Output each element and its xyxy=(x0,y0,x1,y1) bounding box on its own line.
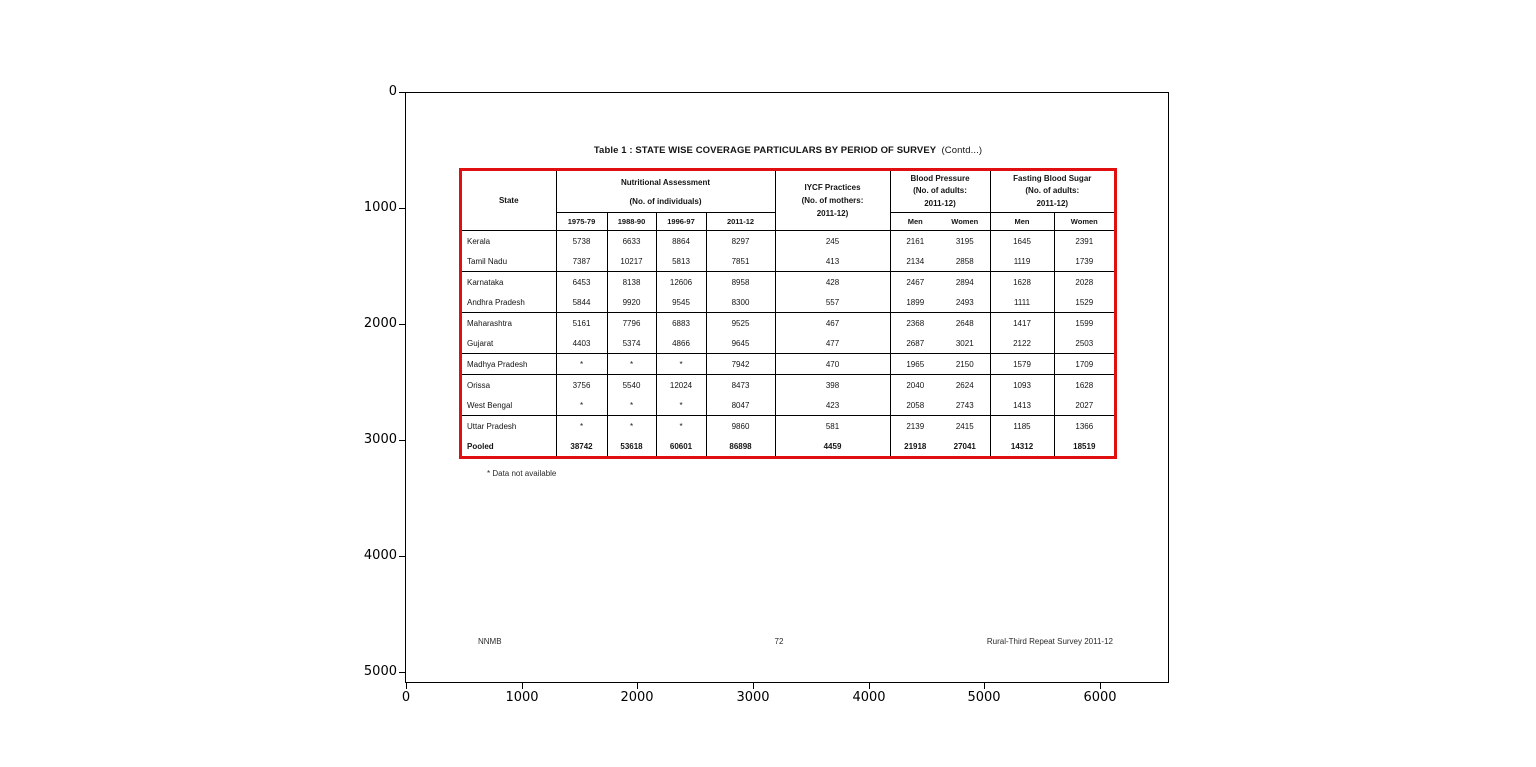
footer-left: NNMB xyxy=(478,637,502,646)
header-fasting-blood-sugar: Fasting Blood Sugar (No. of adults: 2011-12) xyxy=(990,171,1114,213)
value-cell: 1709 xyxy=(1054,354,1114,375)
value-cell: 2134 xyxy=(890,251,940,272)
value-cell: 4866 xyxy=(656,333,706,354)
value-cell: 60601 xyxy=(656,436,706,456)
value-cell: 3195 xyxy=(955,236,974,246)
value-cell: 5813 xyxy=(656,251,706,272)
value-cell: 2687 xyxy=(890,333,940,354)
value-cell: * xyxy=(607,395,656,416)
value-cell: 12606 xyxy=(656,272,706,293)
value-cell: 1185 xyxy=(990,416,1054,437)
value-cell: 428 xyxy=(775,272,890,293)
value-cell: 18519 xyxy=(1054,436,1114,456)
value-cell: * xyxy=(607,416,656,437)
value-cell: 2028 xyxy=(1054,272,1114,293)
state-cell: Orissa xyxy=(462,375,556,396)
tick-mark xyxy=(399,672,405,673)
value-cell: 1628 xyxy=(1054,375,1114,396)
value-cell: 9645 xyxy=(706,333,775,354)
tick-mark xyxy=(399,440,405,441)
value-cell: 477 xyxy=(775,333,890,354)
header-blood-pressure: Blood Pressure (No. of adults: 2011-12) xyxy=(890,171,990,213)
header-nutritional-assessment: Nutritional Assessment (No. of individuals) xyxy=(556,171,775,213)
value-cell: 2391 xyxy=(1054,231,1114,252)
coverage-table xyxy=(462,171,1114,456)
value-cell: 1119 xyxy=(990,251,1054,272)
value-cell: 86898 xyxy=(706,436,775,456)
value-cell: 470 xyxy=(775,354,890,375)
value-cell: 8300 xyxy=(706,292,775,313)
value-cell: 581 xyxy=(775,416,890,437)
value-cell: * xyxy=(556,354,607,375)
value-cell: 6883 xyxy=(656,313,706,334)
value-cell: 3021 xyxy=(955,338,974,348)
x-tick-label: 4000 xyxy=(852,690,886,705)
y-tick-label: 1000 xyxy=(363,200,397,215)
y-tick-label: 0 xyxy=(388,84,397,99)
tick-mark xyxy=(869,683,870,689)
value-cell: 12024 xyxy=(656,375,706,396)
value-cell: 467 xyxy=(775,313,890,334)
table-row xyxy=(462,436,1114,456)
tick-mark xyxy=(406,683,407,689)
value-cell: 4403 xyxy=(556,333,607,354)
table-row xyxy=(462,416,1114,437)
tick-mark xyxy=(399,556,405,557)
footer-right: Rural-Third Repeat Survey 2011-12 xyxy=(986,637,1113,646)
header-year-2011-12: 2011-12 xyxy=(706,213,775,231)
header-bp-women: Women xyxy=(940,213,990,231)
value-cell: * xyxy=(607,354,656,375)
tick-mark xyxy=(399,324,405,325)
header-year-1996-97: 1996-97 xyxy=(656,213,706,231)
value-cell: 1529 xyxy=(1054,292,1114,313)
table-row xyxy=(462,395,1114,416)
state-cell: Tamil Nadu xyxy=(467,256,508,266)
value-cell: 4459 xyxy=(775,436,890,456)
header-bp-men: Men xyxy=(890,213,940,231)
value-cell: 2027 xyxy=(1054,395,1114,416)
value-cell: 2139 xyxy=(890,416,940,437)
value-cell: 1111 xyxy=(990,292,1054,313)
value-cell: 2368 xyxy=(890,313,940,334)
x-tick-label: 0 xyxy=(401,690,411,705)
value-cell: 245 xyxy=(775,231,890,252)
value-cell: 21918 xyxy=(890,436,940,456)
state-cell: Andhra Pradesh xyxy=(467,297,525,307)
y-tick-label: 4000 xyxy=(363,548,397,563)
value-cell: 2040 xyxy=(890,375,940,396)
value-cell: 2415 xyxy=(940,416,990,437)
header-fbs-women: Women xyxy=(1054,213,1114,231)
value-cell: 5161 xyxy=(556,313,607,334)
value-cell: 423 xyxy=(775,395,890,416)
value-cell: 6633 xyxy=(607,231,656,252)
y-tick-label: 5000 xyxy=(363,664,397,679)
value-cell: 413 xyxy=(775,251,890,272)
table-row xyxy=(462,375,1114,396)
value-cell: 2150 xyxy=(940,354,990,375)
value-cell: 9860 xyxy=(706,416,775,437)
value-cell: 9545 xyxy=(656,292,706,313)
tick-mark xyxy=(984,683,985,689)
value-cell: 398 xyxy=(775,375,890,396)
coverage-table-border xyxy=(459,168,1117,459)
value-cell: 2161 xyxy=(890,231,940,252)
value-cell: 14312 xyxy=(990,436,1054,456)
tick-mark xyxy=(753,683,754,689)
y-tick-label: 3000 xyxy=(363,432,397,447)
value-cell: 6453 xyxy=(556,272,607,293)
x-tick-label: 3000 xyxy=(736,690,770,705)
value-cell: 1739 xyxy=(1054,251,1114,272)
table-title-contd-text: (Contd...) xyxy=(941,145,983,156)
value-cell: 5844 xyxy=(556,292,607,313)
value-cell: 8297 xyxy=(706,231,775,252)
tick-mark xyxy=(637,683,638,689)
value-cell: 8958 xyxy=(706,272,775,293)
value-cell: 7387 xyxy=(556,251,607,272)
value-cell: 53618 xyxy=(607,436,656,456)
value-cell: 2743 xyxy=(955,400,974,410)
value-cell: 2858 xyxy=(955,256,974,266)
value-cell: 5738 xyxy=(556,231,607,252)
value-cell: 9525 xyxy=(706,313,775,334)
state-cell: Maharashtra xyxy=(462,313,556,334)
value-cell: * xyxy=(656,395,706,416)
value-cell: 9920 xyxy=(607,292,656,313)
value-cell: 2624 xyxy=(940,375,990,396)
table-row xyxy=(462,231,1114,252)
tick-mark xyxy=(522,683,523,689)
footnote: * Data not available xyxy=(487,469,557,478)
value-cell: 2467 xyxy=(890,272,940,293)
value-cell: 8473 xyxy=(706,375,775,396)
tick-mark xyxy=(399,208,405,209)
value-cell: * xyxy=(556,416,607,437)
value-cell: 7942 xyxy=(706,354,775,375)
value-cell: 2648 xyxy=(940,313,990,334)
value-cell: 3756 xyxy=(556,375,607,396)
header-fbs-men: Men xyxy=(990,213,1054,231)
value-cell: 1645 xyxy=(990,231,1054,252)
state-cell: Madhya Pradesh xyxy=(462,354,556,375)
table-title-main: Table 1 : STATE WISE COVERAGE PARTICULARS BY PERIOD OF SURVEY xyxy=(593,145,937,156)
value-cell: 2122 xyxy=(990,333,1054,354)
value-cell: 2894 xyxy=(940,272,990,293)
x-tick-label: 1000 xyxy=(505,690,539,705)
value-cell: 1417 xyxy=(990,313,1054,334)
header-state: State xyxy=(462,171,556,231)
value-cell: * xyxy=(556,395,607,416)
table-row xyxy=(462,272,1114,293)
header-iycf: IYCF Practices (No. of mothers: 2011-12) xyxy=(775,171,890,231)
state-cell: Pooled xyxy=(467,441,494,451)
value-cell: 1579 xyxy=(990,354,1054,375)
value-cell: 5540 xyxy=(607,375,656,396)
x-tick-label: 2000 xyxy=(620,690,654,705)
table-row xyxy=(462,313,1114,334)
tick-mark xyxy=(399,92,405,93)
state-cell: Karnataka xyxy=(462,272,556,293)
value-cell: 8047 xyxy=(706,395,775,416)
value-cell: 2493 xyxy=(955,297,974,307)
value-cell: 8138 xyxy=(607,272,656,293)
tick-mark xyxy=(1100,683,1101,689)
header-year-1975-79: 1975-79 xyxy=(556,213,607,231)
value-cell: 1628 xyxy=(990,272,1054,293)
value-cell: 1413 xyxy=(990,395,1054,416)
table-row xyxy=(462,333,1114,354)
value-cell: 38742 xyxy=(556,436,607,456)
table-body xyxy=(462,231,1114,457)
value-cell: 1093 xyxy=(990,375,1054,396)
value-cell: 557 xyxy=(775,292,890,313)
value-cell: 8864 xyxy=(656,231,706,252)
x-tick-label: 5000 xyxy=(967,690,1001,705)
table-row xyxy=(462,354,1114,375)
state-cell: Uttar Pradesh xyxy=(462,416,556,437)
value-cell: * xyxy=(656,416,706,437)
table-title xyxy=(459,145,1117,156)
footer-page-number: 72 xyxy=(774,637,784,646)
state-cell: Gujarat xyxy=(467,338,494,348)
value-cell: 10217 xyxy=(607,251,656,272)
value-cell: 5374 xyxy=(607,333,656,354)
value-cell: 2058 xyxy=(890,395,940,416)
x-tick-label: 6000 xyxy=(1083,690,1117,705)
value-cell: 27041 xyxy=(953,441,976,451)
value-cell: 1965 xyxy=(890,354,940,375)
value-cell: 7796 xyxy=(607,313,656,334)
table-row xyxy=(462,292,1114,313)
header-year-1988-90: 1988-90 xyxy=(607,213,656,231)
value-cell: 2503 xyxy=(1054,333,1114,354)
value-cell: 1366 xyxy=(1054,416,1114,437)
state-cell: West Bengal xyxy=(467,400,513,410)
value-cell: 1599 xyxy=(1054,313,1114,334)
y-tick-label: 2000 xyxy=(363,316,397,331)
value-cell: 1899 xyxy=(890,292,940,313)
value-cell: * xyxy=(656,354,706,375)
table-row xyxy=(462,251,1114,272)
state-cell: Kerala xyxy=(467,236,491,246)
value-cell: 7851 xyxy=(706,251,775,272)
